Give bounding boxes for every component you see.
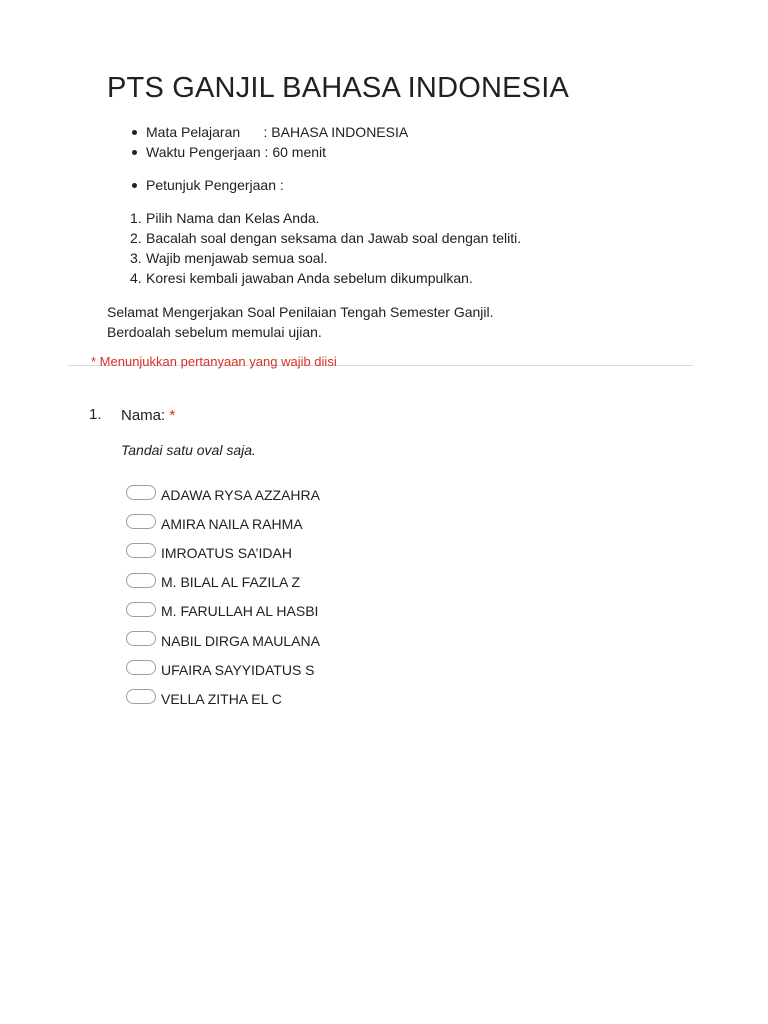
page-title: PTS GANJIL BAHASA INDONESIA <box>107 72 570 104</box>
radio-oval[interactable] <box>126 689 156 704</box>
info-item-subject: Mata Pelajaran : BAHASA INDONESIA <box>146 124 409 140</box>
option-amira-naila-rahma[interactable] <box>126 508 320 537</box>
info-item-duration: Waktu Pengerjaan : 60 menit <box>146 142 408 162</box>
step-text: Wajib menjawab semua soal. <box>146 250 328 266</box>
greeting-line: Berdoalah sebelum memulai ujian. <box>107 324 322 340</box>
step-number: 4. <box>130 270 142 286</box>
option-label: UFAIRA SAYYIDATUS S <box>161 661 315 678</box>
question-title-text: Nama: <box>121 407 166 424</box>
required-asterisk: * <box>169 407 176 424</box>
option-m-farullah-al-hasbi[interactable] <box>126 596 320 625</box>
radio-oval[interactable] <box>126 485 156 500</box>
option-label: VELLA ZITHA EL C <box>161 690 282 707</box>
step-text: Koresi kembali jawaban Anda sebelum dikumpulkan. <box>146 270 473 286</box>
radio-oval[interactable] <box>126 660 156 675</box>
option-label: M. BILAL AL FAZILA Z <box>161 574 301 591</box>
option-imroatus-saidah[interactable] <box>126 537 320 566</box>
option-label: NABIL DIRGA MAULANA <box>161 632 320 649</box>
step-item <box>130 208 521 228</box>
question-title <box>121 407 175 424</box>
step-text: Pilih Nama dan Kelas Anda. <box>146 210 320 226</box>
option-label: IMROATUS SA’IDAH <box>161 544 292 561</box>
radio-oval[interactable] <box>126 602 156 617</box>
answer-options <box>126 479 320 713</box>
instruction-steps <box>130 208 522 288</box>
info-list <box>146 122 408 162</box>
option-nabil-dirga-maulana[interactable] <box>126 625 320 654</box>
option-label: M. FARULLAH AL HASBI <box>161 603 319 620</box>
radio-oval[interactable] <box>126 514 156 529</box>
step-item <box>130 228 522 248</box>
step-item <box>130 268 521 288</box>
step-text: Bacalah soal dengan seksama dan Jawab soal dengan teliti. <box>146 230 522 246</box>
option-label: ADAWA RYSA AZZAHRA <box>161 486 320 503</box>
instructions-label: Petunjuk Pengerjaan : <box>146 177 284 193</box>
greeting-line: Selamat Mengerjakan Soal Penilaian Tengah Semester Ganjil. <box>107 304 494 320</box>
option-adawa-rysa-azzahra[interactable] <box>126 479 320 508</box>
instructions-heading-list <box>146 175 284 195</box>
radio-oval[interactable] <box>126 631 156 646</box>
step-number: 3. <box>130 250 142 266</box>
option-m-bilal-al-fazila-z[interactable] <box>126 567 320 596</box>
greeting-text <box>107 302 494 342</box>
radio-oval[interactable] <box>126 543 156 558</box>
radio-oval[interactable] <box>126 573 156 588</box>
question-number: 1. <box>89 406 102 423</box>
step-number: 1. <box>130 210 142 226</box>
step-number: 2. <box>130 230 142 246</box>
step-item <box>130 248 521 268</box>
option-label: AMIRA NAILA RAHMA <box>161 515 303 532</box>
required-note: * Menunjukkan pertanyaan yang wajib diisi <box>91 354 337 369</box>
option-vella-zitha-el-c[interactable] <box>126 683 320 712</box>
question-hint: Tandai satu oval saja. <box>121 442 256 458</box>
option-ufaira-sayyidatus-s[interactable] <box>126 654 320 683</box>
